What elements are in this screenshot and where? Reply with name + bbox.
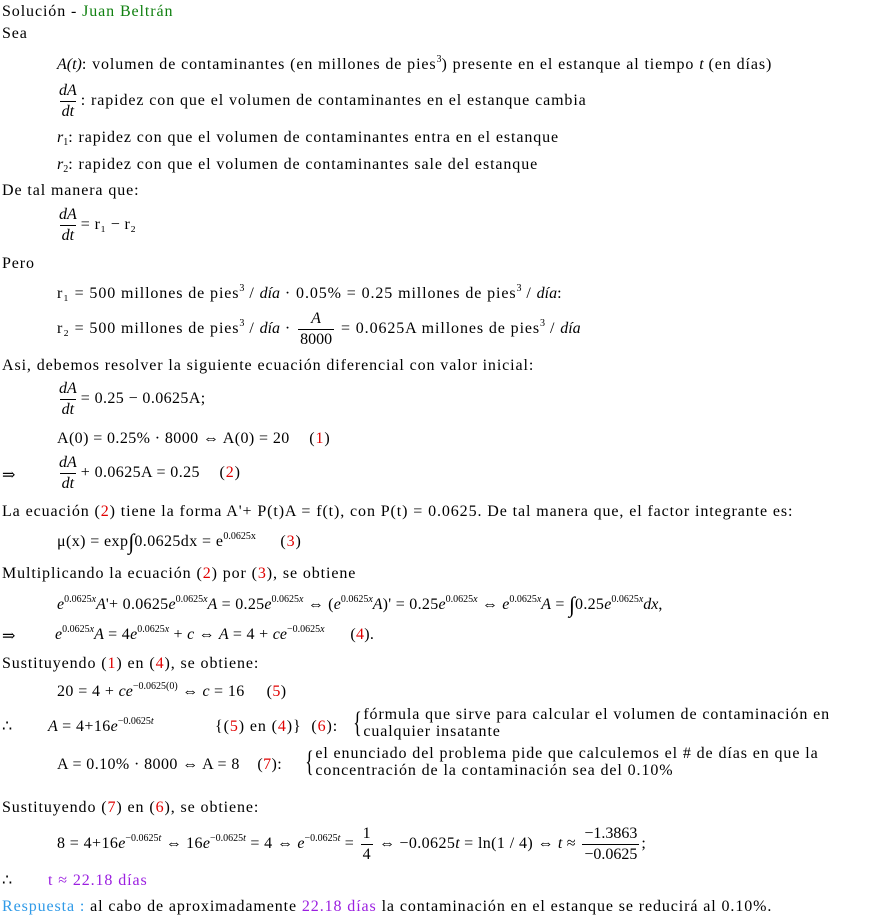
equation-ref: 4 (277, 718, 287, 735)
equation-ref: 4 (355, 626, 365, 643)
intro-sea: Sea (2, 25, 28, 42)
equation-r2 (57, 310, 581, 349)
equation-r1 (57, 284, 562, 304)
exponent: 0.0625x (223, 531, 256, 542)
definition-da-dt (55, 82, 587, 121)
equation-initial-value: A(0) = 0.25% · 8000 ⇔ A(0) = 20 (1) (57, 430, 331, 447)
definition-text: : volumen de contaminantes (en millones de pies (81, 56, 437, 73)
numerator: dA (59, 380, 77, 397)
therefore-icon: ∴ (2, 872, 14, 889)
denominator: −0.0625 (584, 846, 638, 863)
note-line: cualquier insatante (363, 723, 501, 740)
multiply-intro (2, 564, 356, 584)
equation-text: A = 0.10% · 8000 ⇔ A = 8 (57, 756, 240, 773)
subscript: 2 (63, 164, 69, 175)
note-6 (350, 706, 830, 740)
equation-product-rule: $e^{0.0625x}A'+ 0.0625e^{0.0625x}A = 0.25e^{0.0625x}$ ⇔ $(e^{0.0625x}A)' = 0.25e^{0.0625x}$ ⇔ $e^{0.0625x}A = \int 0.25e^{0.0625x}dx$, (57, 592, 663, 617)
header-title: Solución (2, 3, 67, 20)
equation-text: / (521, 285, 537, 302)
fraction-da-dt (57, 454, 79, 493)
equation-ref: 2 (202, 565, 212, 582)
equation-text: / (244, 285, 260, 302)
integrating-factor-intro (2, 502, 793, 522)
equation-rhs: = r₁ − r₂ (80, 216, 137, 234)
superscript: 3 (239, 283, 245, 294)
denominator: dt (61, 475, 75, 492)
numerator: dA (59, 82, 77, 99)
fraction-da-dt (57, 82, 79, 121)
equation-rate-balance (55, 206, 136, 245)
definition-text: ) presente en el estanque al tiempo (441, 56, 700, 73)
implies-icon: ⇒ (2, 628, 17, 645)
equation-text: r₁ = 500 millones de pies (57, 285, 240, 302)
unit-dia: día (536, 285, 558, 302)
equation-text: 0.0625dx = e (134, 533, 224, 550)
equation-ode (55, 380, 206, 419)
text: ), se obtiene: (164, 655, 260, 672)
note-line: concentración de la contaminación sea del 0.10% (315, 762, 674, 779)
equation-rhs: = 0.25 − 0.0625A; (80, 390, 206, 408)
equation-particular-solution: $A = 4+16e^{-0.0625t}$ (48, 716, 154, 735)
equation-text: / (545, 320, 561, 338)
numerator: −1.3863 (584, 825, 638, 842)
definition-r2 (57, 155, 538, 175)
equation-text: · 0.05% = 0.25 millones de pies (280, 285, 517, 302)
answer (2, 897, 772, 917)
text: ) por ( (211, 565, 258, 582)
header-separator: - (66, 3, 83, 20)
fraction-da-dt (57, 380, 79, 419)
note-line: fórmula que sirve para calcular el volumen de contaminación en (363, 706, 831, 723)
equation-ref: 2 (100, 503, 110, 520)
text: ), se obtiene: (164, 799, 260, 816)
answer-text: la contaminación en el estanque se reducirá al 0.10%. (376, 898, 773, 915)
section-label: Asi, debemos resolver la siguiente ecuación diferencial con valor inicial: (2, 357, 535, 374)
text: {( (215, 718, 230, 735)
denominator: dt (61, 401, 75, 418)
implies-icon: ⇒ (2, 467, 17, 484)
equation-ref: 5 (272, 683, 281, 700)
definition-text: : rapidez con que el volumen de contaminantes sale del estanque (68, 156, 539, 173)
unit-dia: día (259, 320, 281, 338)
text: )} (286, 718, 302, 735)
equation-ref: 6 (155, 799, 165, 816)
note-7 (302, 745, 819, 779)
fraction-a-over-8000 (298, 310, 334, 349)
left-brace-icon: { (353, 706, 363, 739)
equation-ref: 2 (225, 464, 235, 482)
text: Multiplicando la ecuación ( (2, 565, 203, 582)
equation-ref: 3 (286, 533, 296, 550)
solution-header (2, 2, 173, 22)
equation-solve-t: $8 = 4+16e^{-0.0625t}$ ⇔ $16e^{-0.0625t} = 4$ ⇔ $e^{-0.0625t}$ = $\frac{1}{4}$ ⇔ −0.0625t = ln(1 / 4) ⇔ t ≈ $\frac{-1.3863}{-0.0625}$ ; (57, 825, 647, 863)
note-line: el enunciado del problema pide que calculemos el # de días en que la (315, 745, 819, 762)
header-author: Juan Beltrán (82, 3, 174, 20)
equation-ref: 5 (229, 718, 239, 735)
denominator: dt (61, 227, 75, 244)
numerator: dA (59, 206, 77, 223)
symbol-r: r (57, 156, 64, 173)
equation-constant: $20 = 4 + ce^{-0.0625(0)}$ ⇔ c = 16 (5) (57, 681, 287, 700)
definition-a-of-t (57, 55, 772, 75)
text: Sustituyendo ( (2, 655, 108, 672)
equation-ref: 7 (263, 756, 272, 773)
equation-rhs: + 0.0625A = 0.25 (80, 464, 200, 482)
equation-ref: 3 (257, 565, 267, 582)
equation-ref: 7 (107, 799, 117, 816)
substitute-intro-2 (2, 798, 259, 818)
answer-text: al cabo de aproximadamente (85, 898, 302, 915)
text: Sustituyendo ( (2, 799, 108, 816)
equation-text: = 0.0625A millones de pies (336, 320, 541, 338)
answer-value: 22.18 días (301, 898, 377, 915)
note-6-ref: {(5) en (4)} (6): (215, 718, 339, 735)
equation-ref: 1 (315, 430, 325, 447)
therefore-icon: ∴ (2, 718, 14, 735)
denominator: dt (61, 103, 75, 120)
equation-text: · (280, 320, 297, 338)
text: ) tiene la forma A'+ P(t)A = f(t), con P(t) = 0.0625. De tal manera que, el factor integrante es: (109, 503, 794, 520)
text: La ecuación ( (2, 503, 101, 520)
text: ) en ( (116, 799, 156, 816)
equation-text: / (244, 320, 260, 338)
equation-text: μ(x) = exp (57, 533, 129, 550)
equation-ref: 6 (317, 718, 327, 735)
text: ) en ( (116, 655, 156, 672)
unit-dia: día (560, 320, 581, 338)
unit-dia: día (259, 285, 281, 302)
text: ) en ( (238, 718, 278, 735)
section-label: Pero (2, 255, 35, 272)
answer-label: Respuesta : (2, 898, 86, 915)
superscript: 3 (516, 283, 522, 294)
definition-text: (en días) (703, 56, 773, 73)
superscript: 3 (239, 318, 245, 330)
equation-text: : (557, 285, 563, 302)
equation-ref: 1 (107, 655, 117, 672)
equation-text: A(0) = 0.25% · 8000 ⇔ A(0) = 20 (57, 430, 290, 447)
integral-icon: ∫ (128, 529, 135, 554)
numerator: A (311, 310, 321, 327)
text: ), se obtiene (266, 565, 357, 582)
symbol-a-of-t: A(t) (57, 56, 82, 73)
equation-target: A = 0.10% · 8000 ⇔ A = 8 (7): (57, 756, 283, 773)
numerator: dA (59, 454, 77, 471)
equation-text: r₂ = 500 millones de pies (57, 320, 240, 338)
equation-integrating-factor: $\mu(x) = \exp\int 0.0625dx = e^{0.0625x}$ (3) (57, 529, 302, 554)
fraction-da-dt (57, 206, 79, 245)
equation-linear-form: $\frac{dA}{dt}$ + 0.0625A = 0.25 (2) (59, 454, 241, 492)
denominator: 8000 (300, 331, 333, 348)
subscript: 1 (63, 137, 69, 148)
symbol-r: r (57, 129, 64, 146)
left-brace-icon: { (305, 745, 315, 778)
definition-text: : rapidez con que el volumen de contaminantes en el estanque cambia (80, 92, 587, 110)
superscript: 3 (436, 54, 442, 65)
equation-general-solution: $e^{0.0625x}A = 4e^{0.0625x} + c$ ⇔ $A = 4 + ce^{-0.0625x}$ (4). (55, 624, 375, 643)
section-label: De tal manera que: (2, 182, 140, 199)
equation-ref: 4 (155, 655, 165, 672)
definition-text: : rapidez con que el volumen de contaminantes entra en el estanque (68, 129, 560, 146)
substitute-intro (2, 654, 259, 674)
variable-t: t (699, 56, 704, 73)
superscript: 3 (540, 318, 546, 330)
definition-r1 (57, 128, 559, 148)
result-t: t ≈ 22.18 días (48, 872, 148, 889)
